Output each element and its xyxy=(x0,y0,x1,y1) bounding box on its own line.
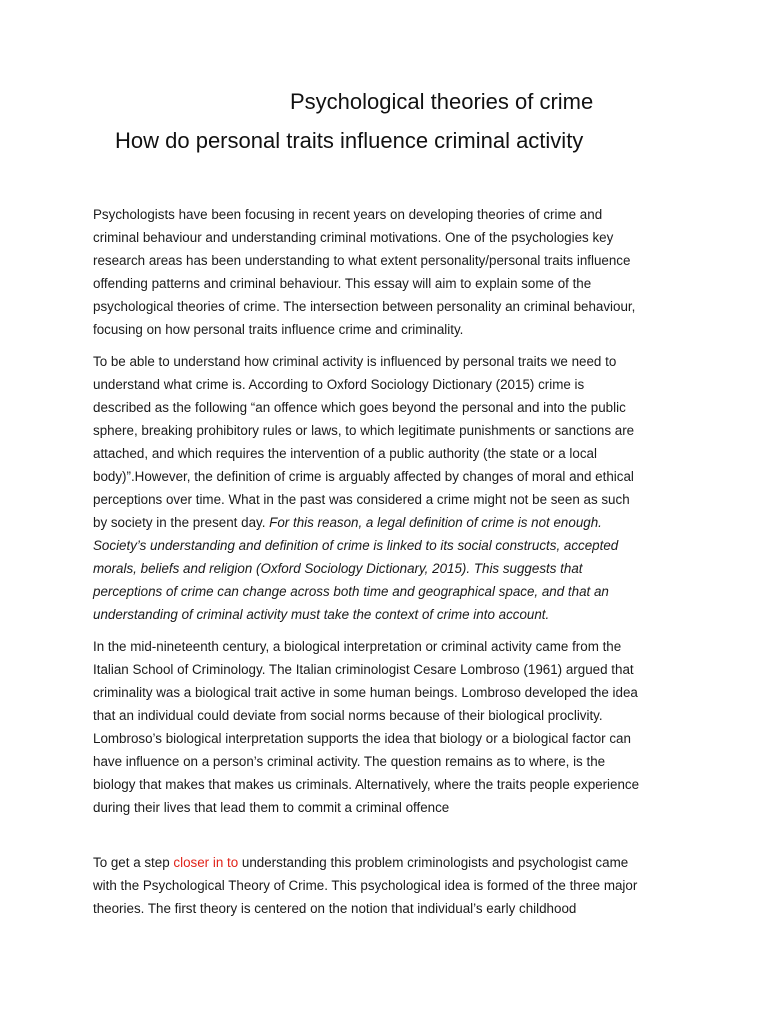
text-line: perceptions over time. What in the past was considered a crime might not be seen as such xyxy=(93,492,630,507)
text-line: research areas has been understanding to what extent personality/personal traits influence xyxy=(93,253,631,268)
text-line: Lombroso’s biological interpretation supports the idea that biology or a biological factor can xyxy=(93,731,631,746)
paragraph-psychological-theory xyxy=(93,851,678,920)
text-line: described as the following “an offence which goes beyond the personal and into the public xyxy=(93,400,626,415)
text-line: during their lives that lead them to commit a criminal offence xyxy=(93,800,450,815)
document-subtitle: How do personal traits influence criminal activity xyxy=(115,128,584,153)
text-line: with the Psychological Theory of Crime. This psychological idea is formed of the three major xyxy=(93,878,638,893)
text-line: Italian School of Criminology. The Italian criminologist Cesare Lombroso (1961) argued that xyxy=(93,662,634,677)
paragraph-spacer xyxy=(93,819,678,851)
text-line: psychological theories of crime. The intersection between personality an criminal behaviour, xyxy=(93,299,636,314)
text-line: that an individual could deviate from social norms because of their biological proclivity. xyxy=(93,708,603,723)
text-normal-segment: To get a step xyxy=(93,855,174,870)
highlighted-text: closer in to xyxy=(173,855,239,870)
text-line-italic: Society’s understanding and definition of crime is linked to its social constructs, accepted xyxy=(93,538,619,553)
text-line: sphere, breaking prohibitory rules or laws, to which legitimate punishments or sanctions are xyxy=(93,423,635,438)
text-line: biology that makes that makes us criminals. Alternatively, where the traits people experience xyxy=(93,777,640,792)
document-body xyxy=(93,203,678,920)
text-line: understand what crime is. According to Oxford Sociology Dictionary (2015) crime is xyxy=(93,377,585,392)
text-line: body)”.However, the definition of crime is arguably affected by changes of moral and ethical xyxy=(93,469,634,484)
text-normal-segment: understanding this problem criminologists and psychologist came xyxy=(238,855,629,870)
text-line: criminal behaviour and understanding criminal motivations. One of the psychologies key xyxy=(93,230,614,245)
text-line: focusing on how personal traits influence crime and criminality. xyxy=(93,322,464,337)
text-line: To be able to understand how criminal activity is influenced by personal traits we need to xyxy=(93,354,617,369)
text-line: have influence on a person’s criminal activity. The question remains as to where, is the xyxy=(93,754,606,769)
text-italic-segment: For this reason, a legal definition of crime is not enough. xyxy=(269,515,602,530)
text-line-italic: morals, beliefs and religion (Oxford Sociology Dictionary, 2015). This suggests that xyxy=(93,561,583,576)
text-line: offending patterns and criminal behaviour. This essay will aim to explain some of the xyxy=(93,276,592,291)
paragraph-introduction xyxy=(93,203,678,341)
paragraph-spacer xyxy=(93,626,678,635)
text-normal-segment: by society in the present day. xyxy=(93,515,270,530)
text-line-italic: understanding of criminal activity must take the context of crime into account. xyxy=(93,607,550,622)
text-line: Psychologists have been focusing in recent years on developing theories of crime and xyxy=(93,207,603,222)
text-line-mixed xyxy=(93,511,678,534)
document-title: Psychological theories of crime xyxy=(290,89,594,114)
paragraph-spacer xyxy=(93,341,678,350)
text-line: attached, and which requires the intervention of a public authority (the state or a local xyxy=(93,446,597,461)
text-line-italic: perceptions of crime can change across both time and geographical space, and that an xyxy=(93,584,609,599)
paragraph-italian-school xyxy=(93,635,678,819)
text-line: theories. The first theory is centered on the notion that individual’s early childhood xyxy=(93,901,577,916)
paragraph-crime-definition xyxy=(93,350,678,626)
text-line: criminality was a biological trait active in some human beings. Lombroso developed the idea xyxy=(93,685,638,700)
text-line: In the mid-nineteenth century, a biological interpretation or criminal activity came from the xyxy=(93,639,622,654)
text-line-mixed xyxy=(93,851,678,874)
